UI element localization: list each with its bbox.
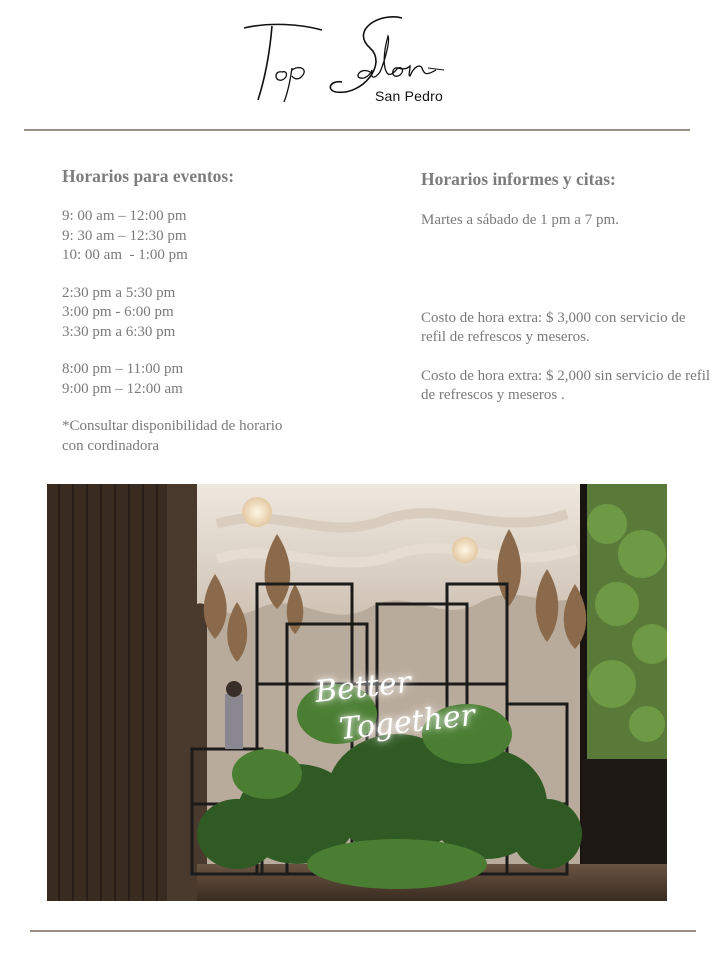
- note-line: *Consultar disponibilidad de horario: [62, 418, 283, 434]
- note-line: con cordinadora: [62, 437, 160, 454]
- logo-subtitle: San Pedro: [375, 88, 443, 104]
- time-slot: 3:30 pm a 6:30 pm: [62, 323, 176, 340]
- salon-logo: [230, 10, 460, 110]
- info-hours-column: [421, 168, 711, 406]
- extra-hour-without-service: Costo de hora extra: $ 2,000 sin servicio de refil de refrescos y meseros .: [421, 367, 711, 403]
- time-slot: 3:00 pm - 6:00 pm: [62, 304, 174, 320]
- event-hours-column: [62, 165, 362, 456]
- time-slot: 9: 30 am – 12:30 pm: [62, 227, 187, 244]
- venue-photo: [47, 484, 667, 901]
- availability-note: [62, 417, 362, 456]
- neon-sign-line2: Together: [337, 697, 477, 748]
- time-slot: 10: 00 am - 1:00 pm: [62, 247, 188, 263]
- info-hours-heading: Horarios informes y citas:: [421, 169, 616, 189]
- bottom-divider: [30, 930, 696, 932]
- time-slot: 8:00 pm – 11:00 pm: [62, 361, 184, 377]
- extra-hour-with-service: Costo de hora extra: $ 3,000 con servicio de refil de refrescos y meseros.: [421, 309, 686, 345]
- time-slot: 9: 00 am – 12:00 pm: [62, 208, 187, 224]
- time-slot: 2:30 pm a 5:30 pm: [62, 284, 176, 301]
- neon-sign-line1: Better: [313, 665, 413, 710]
- top-divider: [24, 129, 690, 131]
- time-slot: 9:00 pm – 12:00 am: [62, 380, 183, 397]
- info-hours-text: Martes a sábado de 1 pm a 7 pm.: [421, 212, 619, 228]
- event-hours-heading: Horarios para eventos:: [62, 166, 235, 186]
